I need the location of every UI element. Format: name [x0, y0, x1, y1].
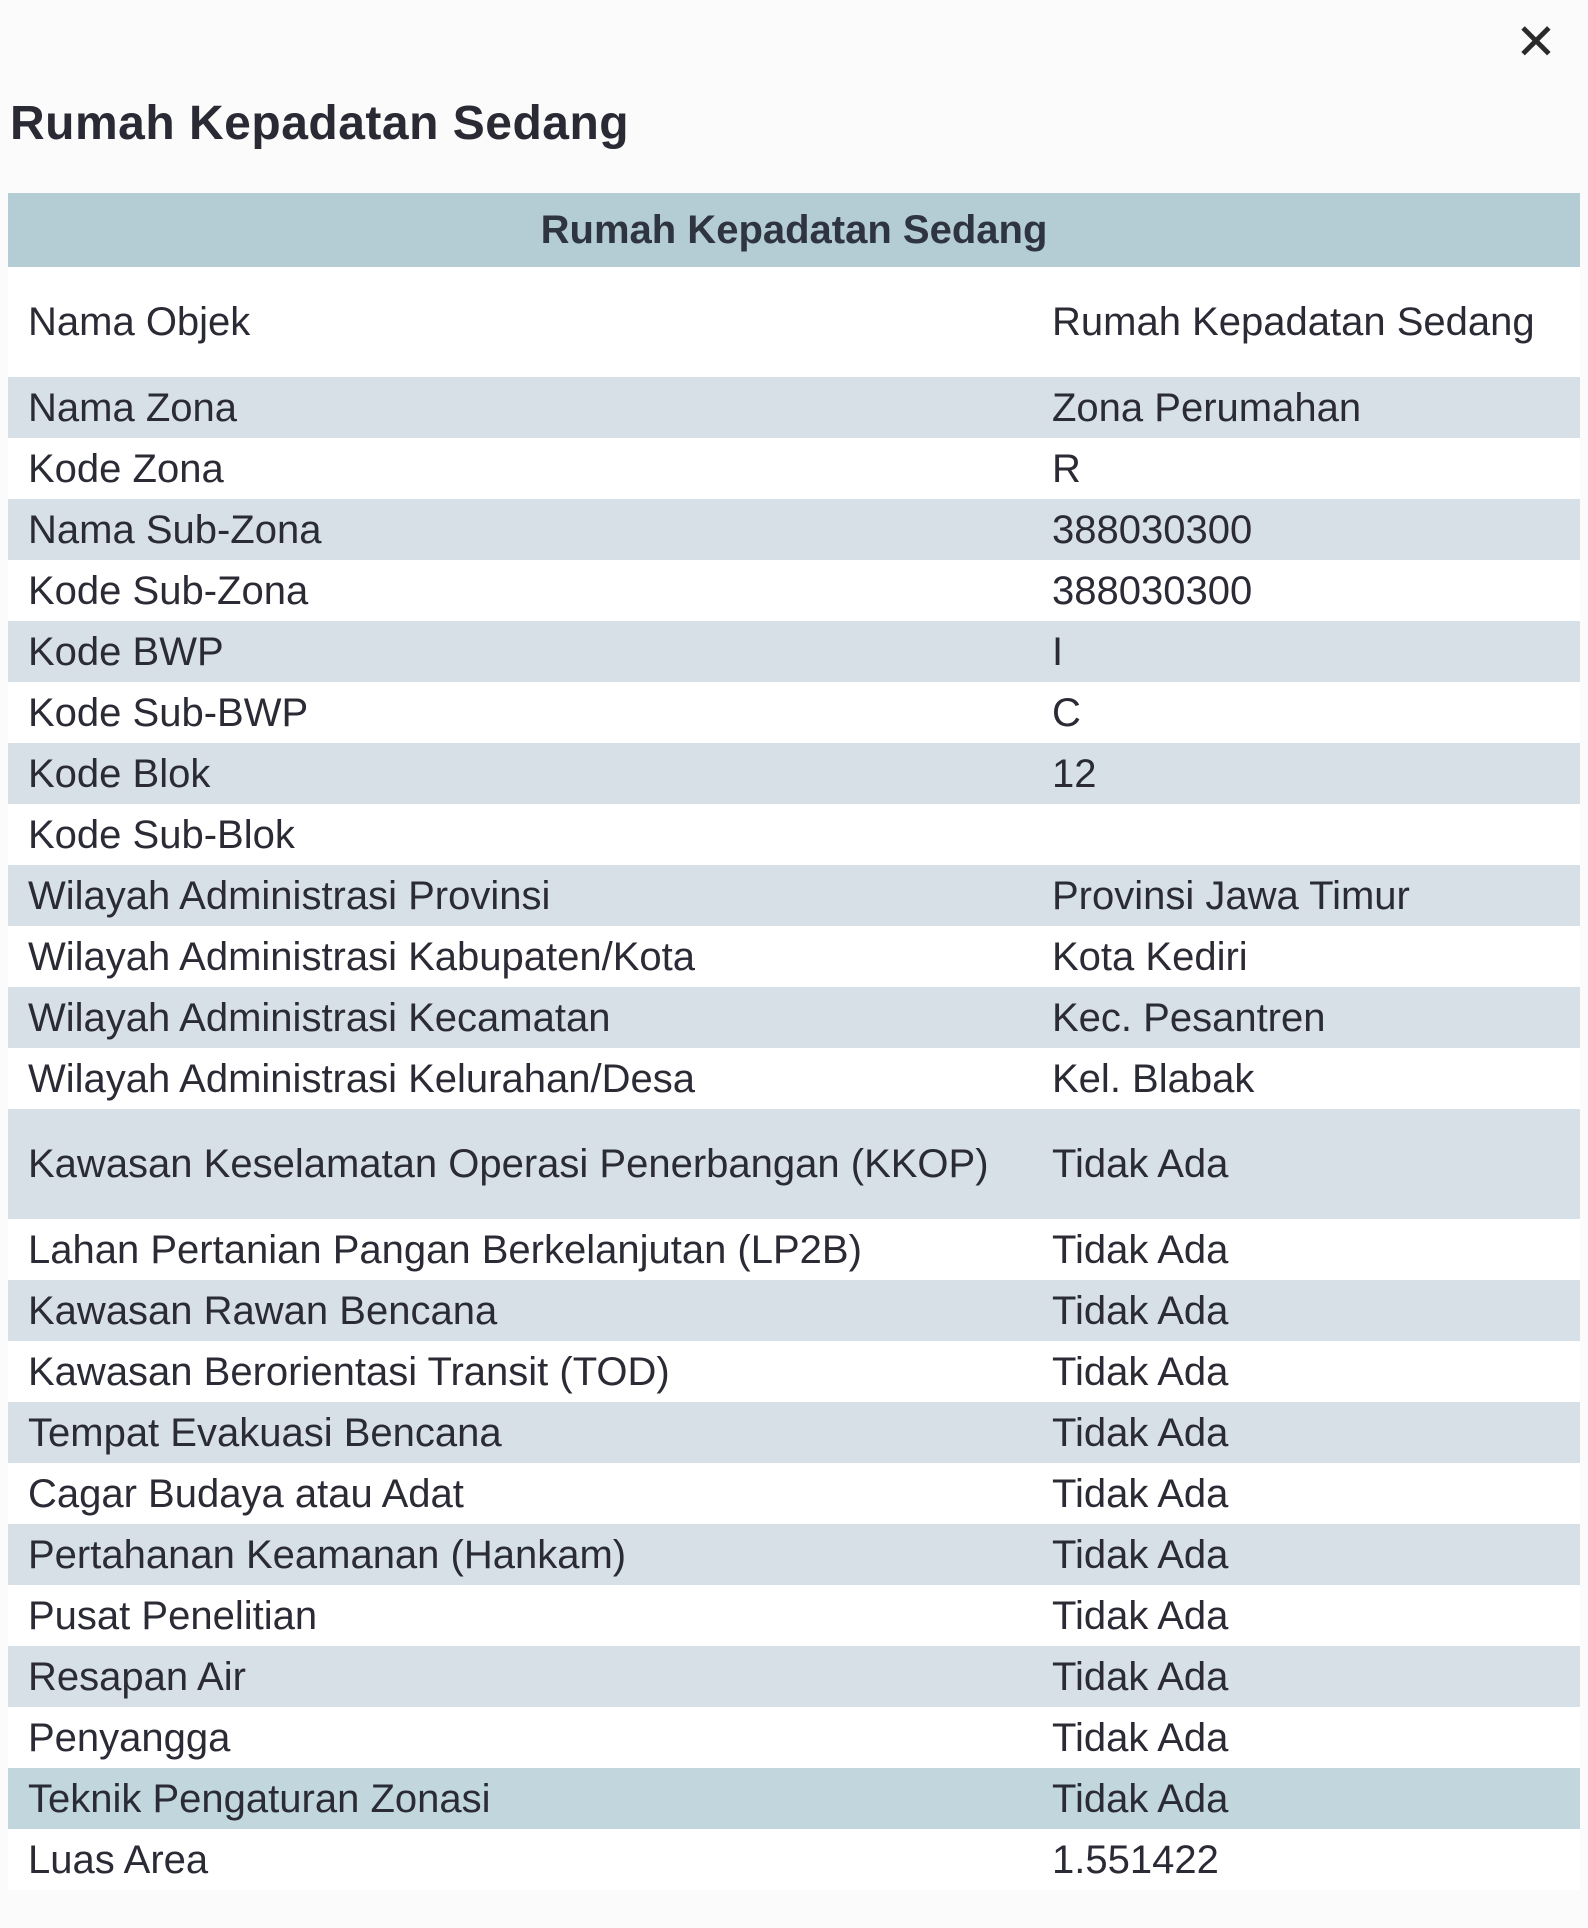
row-value: Kec. Pesantren	[1038, 987, 1580, 1048]
row-label: Nama Sub-Zona	[8, 499, 1038, 560]
table-row	[8, 1768, 1580, 1829]
row-value: C	[1038, 682, 1580, 743]
close-icon[interactable]: ✕	[1515, 14, 1557, 70]
popup-title: Rumah Kepadatan Sedang	[10, 97, 630, 150]
table-row	[8, 377, 1580, 438]
attribute-table	[8, 193, 1580, 1890]
table-row	[8, 926, 1580, 987]
row-label: Kawasan Berorientasi Transit (TOD)	[8, 1341, 1038, 1402]
table-row	[8, 1341, 1580, 1402]
table-row	[8, 438, 1580, 499]
row-label: Kode Sub-Zona	[8, 560, 1038, 621]
table-row	[8, 1402, 1580, 1463]
table-row	[8, 865, 1580, 926]
table-row	[8, 804, 1580, 865]
row-value: Kel. Blabak	[1038, 1048, 1580, 1109]
row-value: Provinsi Jawa Timur	[1038, 865, 1580, 926]
row-label: Kode Sub-Blok	[8, 804, 1038, 865]
table-row	[8, 1463, 1580, 1524]
row-value: Tidak Ada	[1038, 1524, 1580, 1585]
row-label: Wilayah Administrasi Kelurahan/Desa	[8, 1048, 1038, 1109]
row-label: Wilayah Administrasi Provinsi	[8, 865, 1038, 926]
row-value: 1.551422	[1038, 1829, 1580, 1890]
row-value: 388030300	[1038, 560, 1580, 621]
row-value: Rumah Kepadatan Sedang	[1038, 267, 1580, 377]
row-label: Teknik Pengaturan Zonasi	[8, 1768, 1038, 1829]
table-row	[8, 1109, 1580, 1219]
table-row	[8, 1646, 1580, 1707]
row-label: Cagar Budaya atau Adat	[8, 1463, 1038, 1524]
row-value: Tidak Ada	[1038, 1463, 1580, 1524]
row-value: R	[1038, 438, 1580, 499]
row-label: Pertahanan Keamanan (Hankam)	[8, 1524, 1038, 1585]
row-value	[1038, 804, 1580, 865]
row-value: 388030300	[1038, 499, 1580, 560]
table-row	[8, 1585, 1580, 1646]
row-label: Tempat Evakuasi Bencana	[8, 1402, 1038, 1463]
table-row	[8, 987, 1580, 1048]
row-value: Tidak Ada	[1038, 1280, 1580, 1341]
row-label: Wilayah Administrasi Kabupaten/Kota	[8, 926, 1038, 987]
row-label: Kawasan Keselamatan Operasi Penerbangan (KKOP)	[8, 1109, 1038, 1219]
row-value: Kota Kediri	[1038, 926, 1580, 987]
row-value: Tidak Ada	[1038, 1646, 1580, 1707]
table-row	[8, 682, 1580, 743]
row-label: Wilayah Administrasi Kecamatan	[8, 987, 1038, 1048]
row-label: Kode Zona	[8, 438, 1038, 499]
row-value: Tidak Ada	[1038, 1585, 1580, 1646]
table-row	[8, 621, 1580, 682]
table-row	[8, 267, 1580, 377]
row-label: Penyangga	[8, 1707, 1038, 1768]
row-label: Pusat Penelitian	[8, 1585, 1038, 1646]
row-label: Lahan Pertanian Pangan Berkelanjutan (LP2B)	[8, 1219, 1038, 1280]
table-row	[8, 1048, 1580, 1109]
row-label: Resapan Air	[8, 1646, 1038, 1707]
row-value: Tidak Ada	[1038, 1219, 1580, 1280]
table-row	[8, 743, 1580, 804]
table-row	[8, 1280, 1580, 1341]
row-value: 12	[1038, 743, 1580, 804]
table-row	[8, 1829, 1580, 1890]
table-header: Rumah Kepadatan Sedang	[8, 193, 1580, 267]
table-row	[8, 1707, 1580, 1768]
table-row	[8, 560, 1580, 621]
row-label: Kode BWP	[8, 621, 1038, 682]
row-label: Kode Blok	[8, 743, 1038, 804]
table-row	[8, 1524, 1580, 1585]
row-label: Kawasan Rawan Bencana	[8, 1280, 1038, 1341]
row-value: Tidak Ada	[1038, 1341, 1580, 1402]
row-label: Kode Sub-BWP	[8, 682, 1038, 743]
row-value: I	[1038, 621, 1580, 682]
table-row	[8, 1219, 1580, 1280]
row-value: Tidak Ada	[1038, 1768, 1580, 1829]
row-value: Zona Perumahan	[1038, 377, 1580, 438]
row-label: Nama Zona	[8, 377, 1038, 438]
row-value: Tidak Ada	[1038, 1402, 1580, 1463]
row-label: Luas Area	[8, 1829, 1038, 1890]
row-value: Tidak Ada	[1038, 1109, 1580, 1219]
row-label: Nama Objek	[8, 267, 1038, 377]
table-row	[8, 499, 1580, 560]
row-value: Tidak Ada	[1038, 1707, 1580, 1768]
